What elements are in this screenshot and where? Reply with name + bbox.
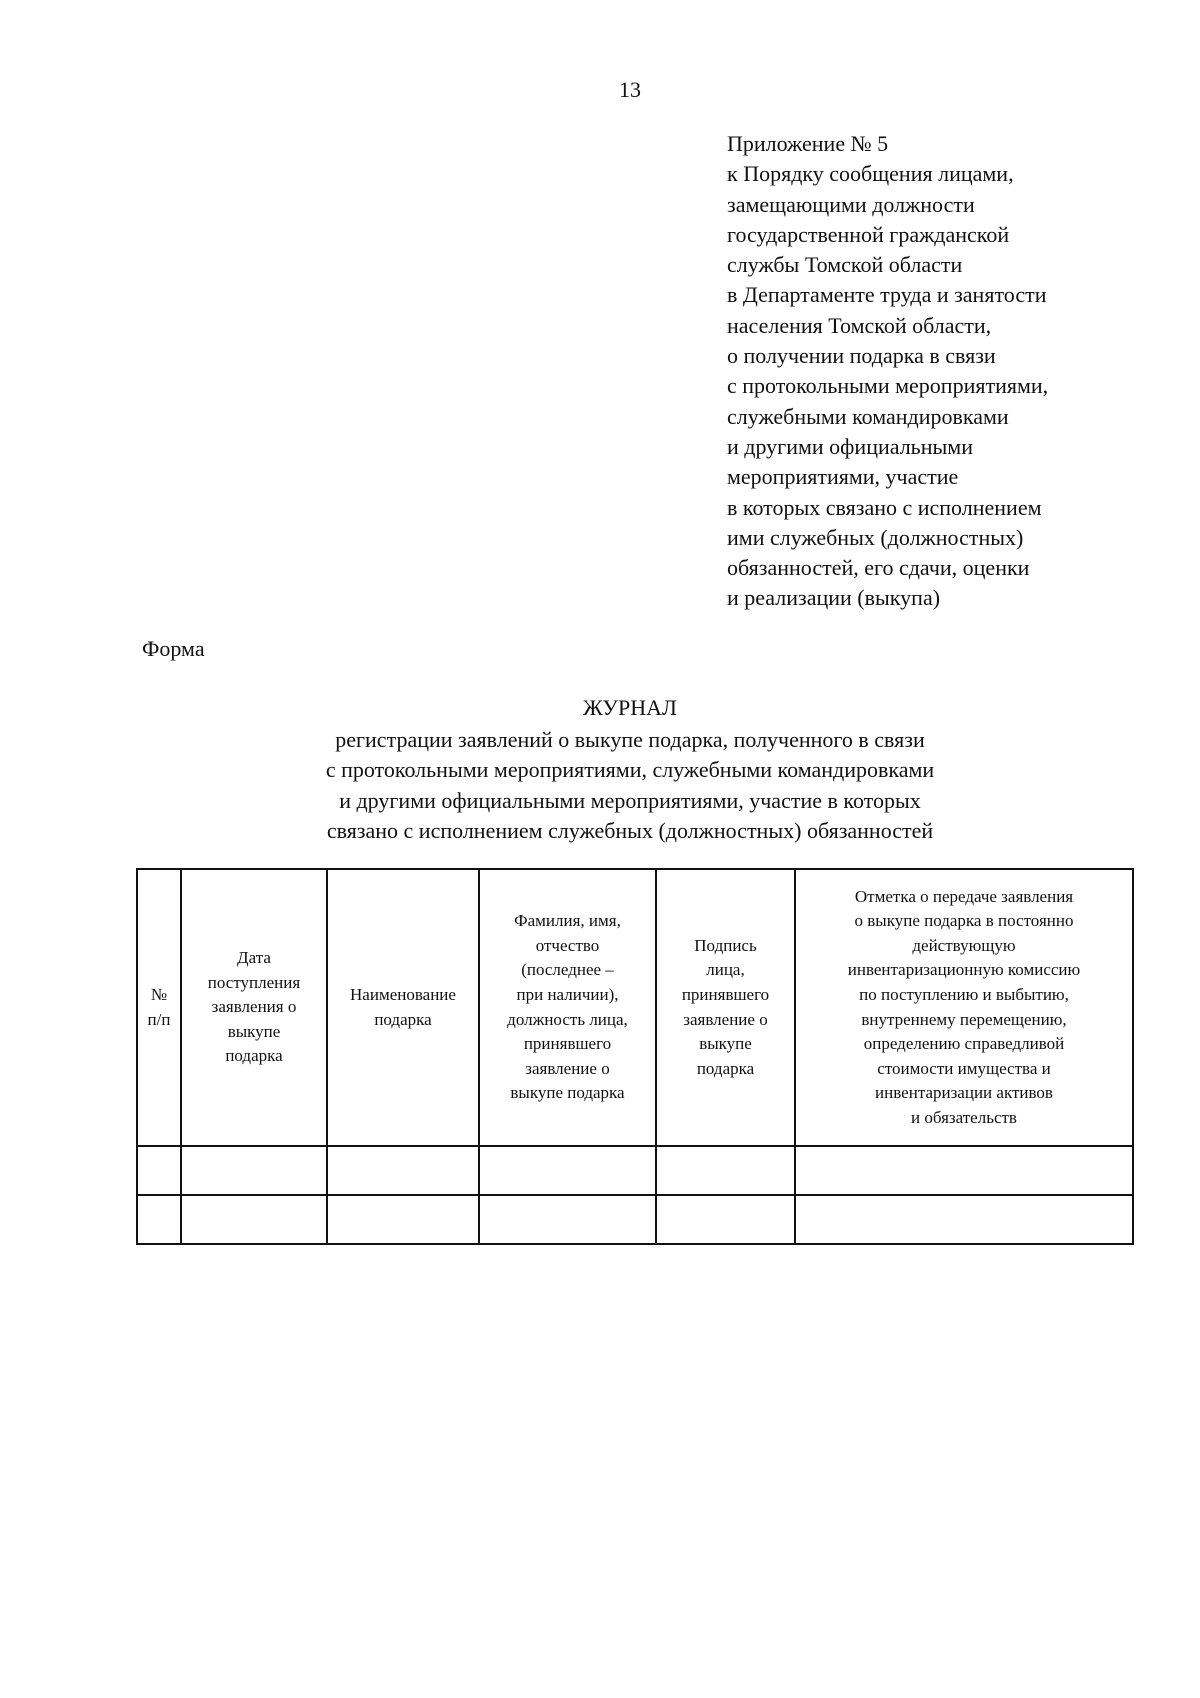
header-number (137, 869, 181, 1146)
appendix-line: служебными командировками (727, 403, 1009, 429)
header-text: инвентаризационную комиссию (847, 960, 1081, 980)
header-recipient-name (479, 869, 656, 1146)
appendix-line: мероприятиями, участие (727, 464, 959, 490)
table-cell (327, 1195, 479, 1244)
table-cell (327, 1146, 479, 1195)
header-text: стоимости имущества и (877, 1058, 1051, 1078)
header-text: выкупе (227, 1021, 281, 1041)
header-text: действующую (912, 935, 1016, 955)
header-text: по поступлению и выбытию, (859, 984, 1069, 1004)
header-text: п/п (147, 1009, 171, 1029)
header-text: определению справедливой (863, 1034, 1065, 1054)
table-cell (795, 1195, 1133, 1244)
header-receipt-date (181, 869, 327, 1146)
header-text: поступления (207, 972, 301, 992)
header-text: Дата (237, 948, 271, 968)
header-text: принявшего (681, 984, 770, 1004)
header-text: Фамилия, имя, (514, 911, 621, 931)
header-text: заявление о (525, 1058, 610, 1078)
appendix-line: Приложение № 5 (727, 131, 889, 156)
register-table (136, 868, 1134, 1245)
header-text: отчество (535, 935, 600, 955)
header-text: № (150, 984, 168, 1004)
header-text: выкупе подарка (510, 1083, 625, 1103)
header-text: подарка (696, 1058, 755, 1078)
header-recipient-signature (656, 869, 795, 1146)
table-cell (479, 1146, 656, 1195)
table-cell (181, 1195, 327, 1244)
journal-subtitle (0, 725, 1200, 846)
appendix-line: службы Томской области (727, 252, 963, 278)
journal-subtitle-line: связано с исполнением служебных (должностных) обязанностей (326, 817, 934, 843)
appendix-line: с протокольными мероприятиями, (727, 373, 1049, 399)
appendix-line: ими служебных (должностных) (727, 524, 1024, 550)
table-row (137, 1146, 1133, 1195)
table-cell (479, 1195, 656, 1244)
header-text: (последнее – (521, 960, 614, 980)
table-row (137, 1195, 1133, 1244)
appendix-line: замещающими должности (727, 191, 975, 217)
appendix-line: к Порядку сообщения лицами, (727, 161, 1014, 187)
header-text: лица, (706, 960, 745, 980)
header-text: инвентаризации активов (875, 1083, 1053, 1103)
table-header-row (137, 869, 1133, 1146)
appendix-line: обязанностей, его сдачи, оценки (727, 555, 1030, 581)
header-gift-name (327, 869, 479, 1146)
header-text: должность лица, (507, 1009, 628, 1029)
table-cell (656, 1195, 795, 1244)
journal-subtitle-line: с протокольными мероприятиями, служебными командировками (325, 757, 935, 783)
journal-title: ЖУРНАЛ (583, 695, 677, 720)
header-text: при наличии), (516, 984, 619, 1004)
form-label: Форма (142, 636, 205, 661)
header-text: Подпись (694, 935, 757, 955)
table-cell (137, 1146, 181, 1195)
appendix-block (727, 129, 1167, 614)
header-text: подарка (225, 1046, 283, 1066)
header-text: Наименование (350, 984, 456, 1004)
appendix-line: государственной гражданской (727, 221, 1010, 247)
header-text: о выкупе подарка в постоянно (854, 911, 1074, 931)
appendix-line: и другими официальными (727, 433, 973, 459)
journal-subtitle-line: регистрации заявлений о выкупе подарка, полученного в связи (335, 727, 925, 752)
table-cell (656, 1146, 795, 1195)
appendix-line: в Департаменте труда и занятости (727, 282, 1047, 308)
appendix-line: населения Томской области, (727, 312, 992, 338)
appendix-line: и реализации (выкупа) (727, 585, 941, 611)
header-text: принявшего (523, 1034, 612, 1054)
header-text: подарка (374, 1009, 432, 1029)
header-text: Отметка о передаче заявления (854, 886, 1074, 906)
header-commission-note (795, 869, 1133, 1146)
appendix-line: о получении подарка в связи (727, 343, 996, 369)
journal-subtitle-line: и другими официальными мероприятиями, участие в которых (339, 787, 921, 813)
header-text: заявление о (683, 1009, 768, 1029)
appendix-line: в которых связано с исполнением (727, 494, 1042, 520)
header-text: внутреннему перемещению, (861, 1009, 1067, 1029)
header-text: заявления о (211, 997, 297, 1017)
header-text: выкупе (699, 1034, 752, 1054)
header-text: и обязательств (911, 1107, 1017, 1127)
page-number: 13 (619, 77, 641, 102)
table-cell (137, 1195, 181, 1244)
table-cell (181, 1146, 327, 1195)
table-cell (795, 1146, 1133, 1195)
